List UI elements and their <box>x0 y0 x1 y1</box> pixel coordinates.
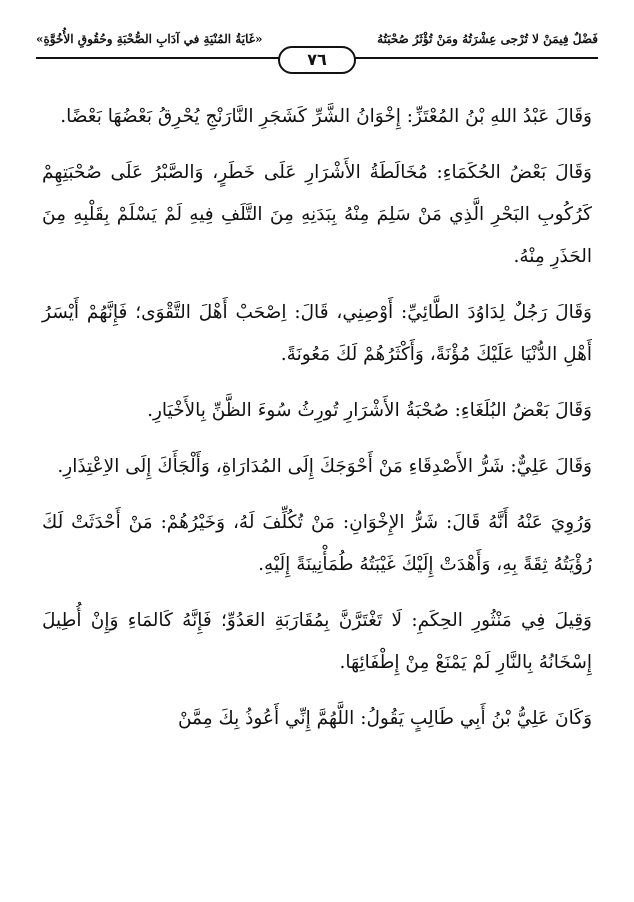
paragraph: وَقِيلَ فِي مَنْثُورِ الحِكَمِ: لَا تَغْتَرَّنَّ بِمُقَارَبَةِ العَدُوِّ؛ فَإِنَّهُ كَالمَاءِ وَإِنْ أُطِيلَ إِسْخَانُهُ بِالنَّارِ لَمْ يَمْنَعْ مِنْ إِطْفَائِهَا. <box>42 610 592 673</box>
page-body <box>42 96 592 754</box>
chapter-title: فَضْلٌ فِيمَنْ لا تُرْجى عِشْرَتُهُ ومَنْ تُؤْثَرُ صُحْبَتُهُ <box>377 32 598 46</box>
page-number: ٧٦ <box>278 46 356 74</box>
paragraph: وَقَالَ بَعْضُ الحُكَمَاءِ: مُخَالَطَةُ الأَشْرَارِ عَلَى خَطَرٍ، وَالصَّبْرُ عَلَى صُحْبَتِهِمْ كَرُكُوبِ البَحْرِ الَّذِي مَنْ سَلِمَ مِنْهُ بِبَدَنِهِ مِنَ التَّلَفِ فِيهِ لَمْ يَسْلَمْ بِقَلْبِهِ مِنَ الحَذَرِ مِنْهُ. <box>42 162 592 267</box>
paragraph: وَقَالَ رَجُلٌ لِدَاوُدَ الطَّائِيِّ: أَوْصِنِي، قَالَ: اِصْحَبْ أَهْلَ التَّقْوَى؛ فَإِنَّهُمْ أَيْسَرُ أَهْلِ الدُّنْيَا عَلَيْكَ مُؤْنَةً، وَأَكْثَرُهُمْ لَكَ مَعُونَةً. <box>42 302 592 365</box>
paragraph: وَقَالَ عَبْدُ اللهِ بْنُ المُعْتَزِّ: إِخْوَانُ الشَّرِّ كَشَجَرِ النَّارَنْجِ يُحْرِقُ بَعْضُهَا بَعْضًا. <box>60 106 592 127</box>
paragraph: وَقَالَ بَعْضُ البُلَغَاءِ: صُحْبَةُ الأَشْرَارِ تُورِثُ سُوءَ الظَّنِّ بِالأَخْيَارِ. <box>147 400 592 421</box>
book-title: «غَايَةُ المُنْيَةِ في آدَابِ الصُّحْبَةِ وحُقُوقِ الأُخُوَّةِ» <box>36 32 263 46</box>
paragraph: وَرُوِيَ عَنْهُ أَنَّهُ قَالَ: شَرُّ الإِخْوَانِ: مَنْ تُكُلِّفَ لَهُ، وَخَيْرُهُمْ: مَنْ أَحْدَثَتْ لَكَ رُؤْيَتُهُ ثِقَةً بِهِ، وَأَهْدَتْ إِلَيْكَ غَيْبَتُهُ طُمَأْنِينَةً إِلَيْهِ. <box>42 512 592 575</box>
paragraph: وَكَانَ عَلِيُّ بْنُ أَبِي طَالِبٍ يَقُولُ: اللَّهُمَّ إِنِّي أَعُوذُ بِكَ مِمَّنْ <box>177 708 592 729</box>
paragraph: وَقَالَ عَلِيٌّ: شَرُّ الأَصْدِقَاءِ مَنْ أَحْوَجَكَ إِلَى المُدَارَاةِ، وَأَلْجَأَكَ إِلَى الاِعْتِذَارِ. <box>57 456 592 477</box>
